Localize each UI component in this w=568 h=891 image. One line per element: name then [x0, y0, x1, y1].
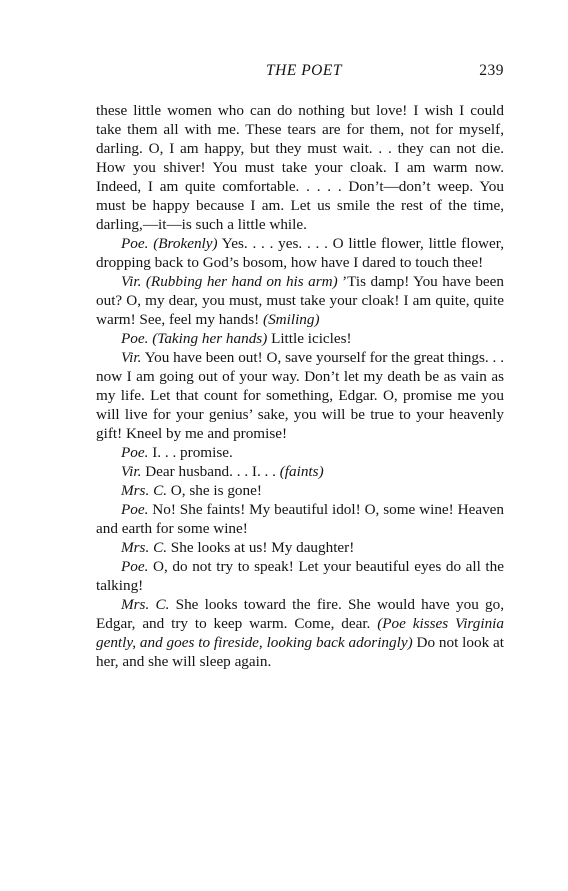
- speaker-name: Poe.: [121, 444, 149, 461]
- page-number: 239: [479, 62, 504, 79]
- dialogue-text: She looks toward the fire. She would have you go, Edgar, and try to keep warm. Come, dear.: [96, 596, 504, 632]
- speaker-name: Mrs. C.: [121, 482, 167, 499]
- stage-direction: (Taking her hands): [152, 330, 268, 347]
- dialogue-text: O, do not try to speak! Let your beautiful eyes do all the talking!: [96, 558, 504, 594]
- body-text: [96, 101, 504, 671]
- paragraph: [96, 481, 504, 500]
- paragraph: [96, 595, 504, 671]
- speaker-name: Poe.: [121, 558, 149, 575]
- dialogue-text: these little women who can do nothing but love! I wish I could take them all with me. These tears are for them, not for myself, darling. O, I am happy, but they must wait. . . they can not die. How you shiver! You must take your cloak. I am warm now. Indeed, I am quite comfortable. . . . . Don’t—don’t weep. You must be happy because I am. Let us smile the rest of the time, darling,—it—is such a little while.: [96, 102, 504, 233]
- speaker-name: Poe.: [121, 501, 149, 518]
- paragraph: [96, 272, 504, 329]
- stage-direction: (faints): [279, 463, 324, 480]
- book-page: [96, 62, 504, 671]
- dialogue-text: You have been out! O, save yourself for the great things. . . now I am going out of your way. Don’t let my death be as vain as my life. Let that count for something, Edgar. O, promise me you will live for your genius’ sake, you will be true to your heavenly gift! Kneel by me and promise!: [96, 349, 504, 442]
- paragraph: [96, 348, 504, 443]
- paragraph: [96, 462, 504, 481]
- speaker-name: Poe.: [121, 330, 149, 347]
- speaker-name: Vir.: [121, 273, 142, 290]
- dialogue-text: Little icicles!: [267, 330, 352, 347]
- speaker-name: Vir.: [121, 463, 142, 480]
- speaker-name: Poe.: [121, 235, 149, 252]
- dialogue-text: Dear husband. . . I. . .: [141, 463, 280, 480]
- stage-direction: (Rubbing her hand on his arm): [145, 273, 338, 290]
- dialogue-text: She looks at us! My daughter!: [167, 539, 355, 556]
- paragraph: [96, 329, 504, 348]
- paragraph: [96, 557, 504, 595]
- dialogue-text: No! She faints! My beautiful idol! O, some wine! Heaven and earth for some wine!: [96, 501, 504, 537]
- speaker-name: Mrs. C.: [121, 596, 170, 613]
- dialogue-text: Do not look at her, and she will sleep again.: [96, 634, 504, 670]
- dialogue-text: I. . . promise.: [148, 444, 233, 461]
- paragraph: [96, 443, 504, 462]
- stage-direction: (Poe kisses Virginia gently, and goes to fireside, looking back adoringly): [96, 615, 504, 651]
- running-title: THE POET: [266, 62, 342, 79]
- paragraph: [96, 234, 504, 272]
- stage-direction: (Smiling): [263, 311, 320, 328]
- stage-direction: (Brokenly): [153, 235, 218, 252]
- dialogue-text: O, she is gone!: [167, 482, 262, 499]
- speaker-name: Mrs. C.: [121, 539, 167, 556]
- running-header: [96, 62, 504, 84]
- paragraph: [96, 101, 504, 234]
- dialogue-text: ’Tis damp! You have been out? O, my dear, you must, must take your cloak! I am quite, quite warm! See, feel my hands!: [96, 273, 505, 328]
- dialogue-text: Yes. . . . yes. . . . O little flower, little flower, dropping back to God’s bosom, how have I dared to touch thee!: [96, 235, 505, 271]
- speaker-name: Vir.: [121, 349, 142, 366]
- paragraph: [96, 500, 504, 538]
- paragraph: [96, 538, 504, 557]
